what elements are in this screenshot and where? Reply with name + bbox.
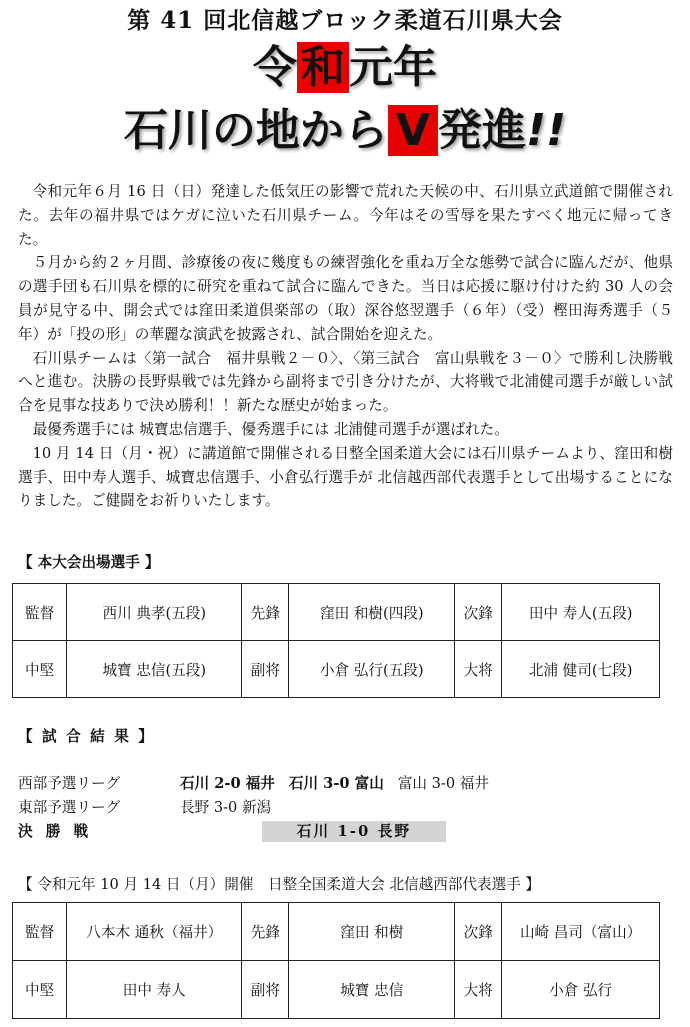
table-row — [13, 903, 660, 961]
position-cell: 監督 — [13, 584, 67, 641]
results-section-label: 【 試 合 結 果 】 — [18, 728, 156, 745]
table-row — [13, 584, 660, 641]
article-paragraph: 10 月 14 日（月・祝）に講道館で開催される日整全国柔道大会には石川県チームより、窪田和樹選手、田中寿人選手、城寶忠信選手、小倉弘行選手が 北信越西部代表選手として出場することになりました。ご健闘をお祈りいたします。 — [18, 444, 673, 510]
headline-1-post: 元年 — [349, 42, 437, 93]
player-name-cell: 窪田 和樹 — [289, 903, 455, 961]
match-result: 長野 3-0 新潟 — [180, 799, 272, 816]
player-name-cell: 山崎 昌司（富山） — [502, 903, 660, 961]
east-league-matches — [180, 796, 271, 820]
players-table — [12, 583, 660, 698]
final-row — [18, 820, 678, 844]
player-name-cell: 小倉 弘行(五段) — [289, 641, 455, 698]
west-league-row — [18, 772, 678, 796]
article-paragraph: 令和元年６月 16 日（日）発達した低気圧の影響で荒れた天候の中、石川県立武道館で開催された。去年の福井県ではケガに泣いた石川県チーム。今年はその雪辱を果たすべく地元に帰ってきた。 — [18, 183, 673, 248]
match-results — [18, 772, 678, 844]
headline-2-highlight: V — [388, 105, 438, 156]
east-league-row — [18, 796, 678, 820]
final-result: 石川 1-0 長野 — [262, 821, 446, 842]
player-name-cell: 田中 寿人(五段) — [502, 584, 660, 641]
representatives-table — [12, 902, 660, 1019]
position-cell: 中堅 — [13, 961, 67, 1019]
article-paragraph: 最優秀選手には 城寶忠信選手、優秀選手には 北浦健司選手が選ばれた。 — [32, 420, 509, 438]
headline-line-2 — [0, 102, 690, 160]
headline-2-pre: 石川の地から — [123, 105, 388, 156]
headline-line-1 — [0, 40, 690, 96]
player-name-cell: 北浦 健司(七段) — [502, 641, 660, 698]
match-result: 富山 3-0 福井 — [397, 775, 489, 792]
position-cell: 中堅 — [13, 641, 67, 698]
headline-2-post: 発進 — [437, 105, 526, 156]
match-result: 石川 3-0 富山 — [288, 775, 384, 792]
position-cell: 次鋒 — [455, 903, 502, 961]
player-name-cell: 小倉 弘行 — [502, 961, 660, 1019]
player-name-cell: 田中 寿人 — [67, 961, 242, 1019]
east-league-label: 東部予選リーグ — [18, 799, 121, 816]
position-cell: 先鋒 — [242, 903, 289, 961]
position-cell: 副将 — [242, 641, 289, 698]
position-cell: 次鋒 — [455, 584, 502, 641]
player-name-cell: 窪田 和樹(四段) — [289, 584, 455, 641]
representatives-section-label: 【 令和元年 10 月 14 日（月）開催 日整全国柔道大会 北信越西部代表選手 】 — [18, 876, 541, 893]
players-section-label: 【 本大会出場選手 】 — [18, 554, 160, 571]
table-row — [13, 961, 660, 1019]
article-paragraph: 石川県チームは〈第一試合 福井県戦２－０〉、〈第三試合 富山県戦を３－０〉で勝利し決勝戦へと進む。決勝の長野県戦では先鋒から副将まで引き分けたが、大将戦で北浦健司選手が厳しい試合を見事な技ありで決め勝利！！新たな歴史が始まった。 — [18, 349, 673, 415]
position-cell: 大将 — [455, 961, 502, 1019]
final-label: 決勝戦 — [18, 823, 102, 840]
table-row — [13, 641, 660, 698]
west-league-matches — [180, 772, 489, 796]
headline-1-pre: 令 — [253, 42, 297, 93]
position-cell: 先鋒 — [242, 584, 289, 641]
event-title: 第 41 回北信越ブロック柔道石川県大会 — [127, 7, 563, 34]
headline-1-highlight: 和 — [297, 42, 349, 93]
position-cell: 副将 — [242, 961, 289, 1019]
article-body — [18, 180, 673, 513]
headline-2-exclaim: !! — [525, 105, 567, 156]
player-name-cell: 西川 典孝(五段) — [67, 584, 242, 641]
match-result: 石川 2-0 福井 — [180, 775, 275, 792]
player-name-cell: 八本木 通秋（福井） — [67, 903, 242, 961]
position-cell: 監督 — [13, 903, 67, 961]
west-league-label: 西部予選リーグ — [18, 775, 121, 792]
player-name-cell: 城寶 忠信(五段) — [67, 641, 242, 698]
article-paragraph: ５月から約２ヶ月間、診療後の夜に幾度もの練習強化を重ね万全な態勢で試合に臨んだが、他県の選手団も石川県を標的に研究を重ねて試合に臨んできた。当日は応援に駆け付けた約 30 人の会員が見守る中、開会式では窪田柔道倶楽部の（取）深谷悠翌選手（６年）（受）樫田海秀選手（５年）が「投の形」の華麗な演武を披露され、試合開始を迎えた。 — [18, 254, 673, 343]
player-name-cell: 城寶 忠信 — [289, 961, 455, 1019]
position-cell: 大将 — [455, 641, 502, 698]
